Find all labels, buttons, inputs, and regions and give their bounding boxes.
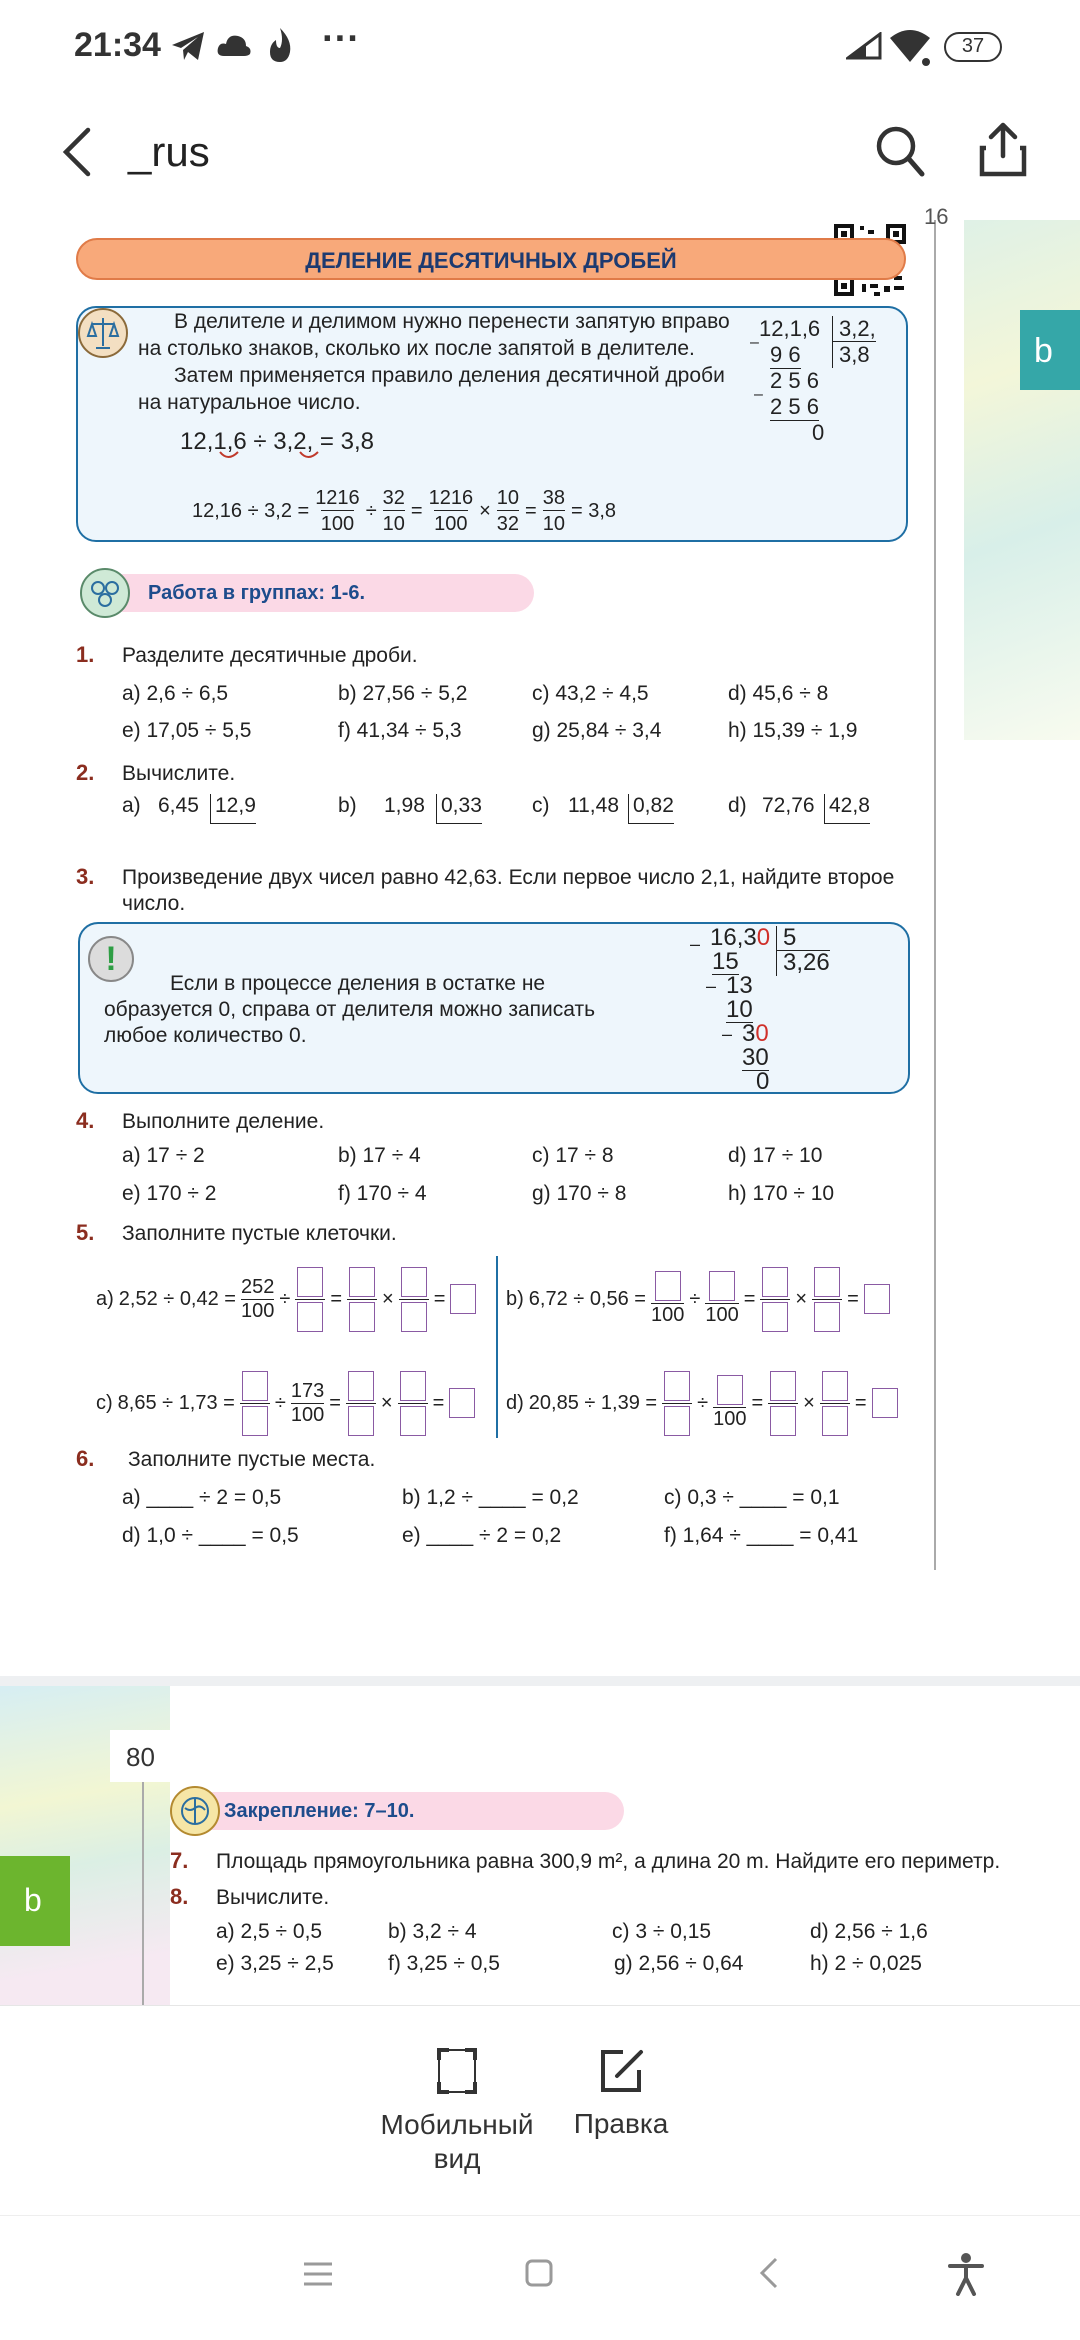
task-item: c) 43,2 ÷ 4,5	[532, 682, 649, 705]
edit-label: Правка	[573, 2108, 669, 2139]
numerator: 173	[290, 1379, 325, 1402]
letter-tile: b	[0, 1856, 70, 1946]
fill-row-b	[506, 1264, 890, 1334]
brain-icon	[170, 1786, 220, 1836]
note-line: любое количество 0.	[104, 1024, 307, 1047]
numerator: 1216	[315, 486, 360, 509]
task-text: число.	[122, 892, 186, 915]
denominator: 100	[650, 1304, 685, 1326]
minus-sign: –	[722, 1024, 733, 1044]
operator: ×	[382, 1287, 394, 1310]
mobile-view-label	[372, 2108, 542, 2176]
task-2-items	[122, 794, 922, 828]
task-text: Вычислите.	[216, 1886, 330, 1909]
task-number: 4.	[76, 1108, 95, 1133]
answer-box[interactable]	[450, 1284, 476, 1314]
dividend: 1,98	[384, 794, 425, 817]
blank-fraction[interactable]	[651, 1271, 684, 1327]
blank-fraction[interactable]	[662, 1371, 692, 1436]
label-line: вид	[433, 2143, 481, 2174]
remainder-step: 10	[726, 996, 753, 1023]
operator: ÷	[697, 1391, 709, 1414]
numerator: 252	[240, 1275, 275, 1298]
appended-zero: 0	[756, 924, 771, 951]
note-line: образуется 0, справа от делителя можно записать	[104, 998, 596, 1021]
decorative-strip	[964, 220, 1080, 740]
accessibility-icon[interactable]	[946, 2252, 986, 2296]
dividend: 11,48	[568, 794, 619, 817]
textbook-page-2	[0, 1686, 1080, 2006]
task-text: Разделите десятичные дроби.	[122, 644, 418, 667]
operator: =	[525, 499, 537, 522]
expression: 8,65 ÷ 1,73 =	[117, 1391, 235, 1414]
task-item: b) 17 ÷ 4	[338, 1144, 421, 1167]
dividend: 6,45	[158, 794, 199, 817]
expression: 2,52 ÷ 0,42 =	[118, 1287, 236, 1310]
operator: ÷	[365, 499, 377, 522]
answer-box[interactable]	[449, 1388, 475, 1418]
group-work-banner	[92, 574, 534, 612]
system-nav-bar	[0, 2215, 1080, 2340]
task-item: a) 2,5 ÷ 0,5	[216, 1920, 323, 1943]
operator: ÷	[279, 1287, 291, 1310]
app-bar	[0, 100, 1080, 220]
blank-fraction[interactable]	[768, 1371, 798, 1436]
minus-sign: –	[706, 976, 717, 996]
item-label: a)	[96, 1287, 114, 1310]
task-number: 8.	[170, 1884, 189, 1909]
numerator: 1216	[428, 486, 474, 509]
expression: 20,85 ÷ 1,39 =	[528, 1391, 658, 1414]
task-item: e) ____ ÷ 2 = 0,2	[402, 1524, 562, 1547]
section-title: ДЕЛЕНИЕ ДЕСЯТИЧНЫХ ДРОБЕЙ	[305, 248, 677, 273]
fraction	[543, 487, 565, 536]
task-item: a) 2,6 ÷ 6,5	[122, 682, 229, 705]
item-label: d)	[728, 794, 747, 817]
item-label: b)	[506, 1287, 524, 1310]
remainder-digit: 3	[742, 1020, 756, 1047]
letter-tile: b	[1020, 310, 1080, 390]
task-item: d) 2,56 ÷ 1,6	[810, 1920, 928, 1943]
blank-fraction[interactable]	[820, 1371, 850, 1436]
task-item: e) 17,05 ÷ 5,5	[122, 719, 252, 742]
blank-fraction[interactable]	[295, 1267, 325, 1332]
task-item: c) 0,3 ÷ ____ = 0,1	[664, 1486, 840, 1509]
operator: =	[854, 1391, 867, 1414]
status-bar	[0, 0, 1080, 100]
task-number: 3.	[76, 864, 95, 889]
task-item: h) 170 ÷ 10	[728, 1182, 835, 1205]
long-division-2	[690, 926, 890, 1094]
task-item: b) 3,2 ÷ 4	[388, 1920, 477, 1943]
operator: =	[330, 1287, 343, 1310]
blank-fraction[interactable]	[240, 1371, 270, 1436]
denominator: 100	[434, 510, 467, 536]
operator: ×	[803, 1391, 815, 1414]
task-text: Площадь прямоугольника равна 300,9 m², а длина 20 m. Найдите его периметр.	[216, 1850, 1001, 1873]
numerator: 32	[382, 486, 405, 509]
textbook-page	[0, 204, 1080, 1630]
menu-icon[interactable]	[302, 2260, 334, 2288]
blank-fraction[interactable]	[399, 1267, 429, 1332]
reinforce-banner	[172, 1792, 624, 1830]
mobile-view-button[interactable]	[372, 2046, 542, 2186]
long-division-1	[750, 316, 896, 486]
fill-row-c	[96, 1368, 475, 1438]
numerator: 10	[496, 486, 520, 509]
remainder-step: 2 5 6	[770, 394, 819, 419]
reinforce-label: Закрепление: 7–10.	[224, 1800, 415, 1822]
answer-box[interactable]	[864, 1284, 890, 1314]
task-number: 1.	[76, 642, 95, 667]
numerator: 38	[542, 486, 565, 509]
denominator: 100	[240, 1299, 275, 1322]
operator: ×	[479, 499, 491, 522]
operator: ÷	[274, 1391, 286, 1414]
fire-icon	[264, 26, 296, 64]
label-line: Мобильный	[380, 2109, 534, 2140]
comma-arrow-marks	[216, 446, 326, 462]
denominator: 100	[290, 1403, 325, 1426]
task-item: b) 27,56 ÷ 5,2	[338, 682, 468, 705]
task-item: d) 1,0 ÷ ____ = 0,5	[122, 1524, 299, 1547]
signal-icon	[846, 32, 882, 60]
back-icon[interactable]	[58, 126, 94, 178]
blank-fraction[interactable]	[713, 1375, 746, 1431]
divisor: 3,2,	[832, 316, 876, 342]
fraction	[315, 487, 360, 536]
remainder-step: 15	[712, 948, 739, 975]
divisor: 0,33	[436, 794, 482, 824]
task-number: 6.	[76, 1446, 95, 1471]
rule-line: на столько знаков, сколько их после запятой в делителе.	[138, 337, 695, 360]
page-number-box	[110, 1730, 192, 1782]
task-item: e) 3,25 ÷ 2,5	[216, 1952, 334, 1975]
battery-level: 37	[961, 35, 985, 57]
bottom-action-bar	[0, 2005, 1080, 2215]
dividend: 72,76	[762, 794, 815, 817]
remainder-step: 9 6	[770, 342, 801, 367]
denominator: 10	[543, 510, 565, 536]
minus-sign: –	[754, 386, 763, 403]
task-item: a) ____ ÷ 2 = 0,5	[122, 1486, 282, 1509]
item-label: c)	[532, 794, 550, 817]
section-heading	[76, 238, 906, 280]
edit-button[interactable]	[566, 2046, 676, 2146]
minus-sign: –	[750, 334, 759, 351]
task-item: d) 45,6 ÷ 8	[728, 682, 829, 705]
item-label: c)	[96, 1391, 113, 1414]
dividend: 12,1,6	[759, 316, 821, 341]
blank-fraction[interactable]	[346, 1371, 376, 1436]
status-time: 21:34	[74, 26, 161, 64]
task-text: Заполните пустые клеточки.	[122, 1222, 397, 1245]
fill-row-a	[96, 1264, 476, 1334]
task-item: g) 2,56 ÷ 0,64	[614, 1952, 744, 1975]
rule-line: Затем применяется правило деления десятичной дроби	[174, 364, 725, 387]
task-item: d) 17 ÷ 10	[728, 1144, 823, 1167]
task-text: Произведение двух чисел равно 42,63. Если первое число 2,1, найдите второе	[122, 866, 895, 889]
task-number: 5.	[76, 1220, 95, 1245]
operator: =	[751, 1391, 764, 1414]
telegram-icon	[170, 30, 206, 62]
minus-sign: –	[690, 934, 701, 954]
task-item: a) 17 ÷ 2	[122, 1144, 205, 1167]
scales-icon	[78, 308, 128, 358]
battery-indicator	[944, 32, 1002, 62]
back-nav-icon[interactable]	[756, 2256, 780, 2290]
quotient: 3,8	[832, 342, 870, 368]
search-icon[interactable]	[874, 124, 926, 180]
operator: =	[329, 1391, 341, 1414]
appended-zero: 0	[755, 1020, 769, 1047]
task-item: h) 2 ÷ 0,025	[810, 1952, 922, 1975]
mobile-view-icon	[435, 2046, 479, 2096]
fraction	[383, 487, 405, 536]
more-notifications-icon: ···	[322, 18, 360, 60]
remainder-step	[742, 1022, 769, 1046]
share-icon[interactable]	[978, 122, 1028, 178]
page-margin-line	[142, 1782, 144, 2006]
wifi-icon	[888, 28, 932, 68]
group-icon	[80, 568, 130, 618]
blank-fraction[interactable]	[760, 1267, 790, 1332]
blank-fraction[interactable]	[347, 1267, 377, 1332]
task-item: c) 17 ÷ 8	[532, 1144, 614, 1167]
operator: =	[410, 499, 423, 522]
rule-formula	[192, 482, 616, 540]
page-number: 80	[126, 1742, 155, 1772]
remainder-step: 0	[756, 1068, 770, 1095]
task-number: 2.	[76, 760, 95, 785]
task-item: g) 170 ÷ 8	[532, 1182, 627, 1205]
formula-lhs: 12,16 ÷ 3,2 =	[192, 499, 310, 522]
task-text: Выполните деление.	[122, 1110, 325, 1133]
divider	[496, 1256, 498, 1438]
page-margin-line	[934, 220, 936, 1570]
operator: ×	[380, 1391, 393, 1414]
remainder-step: 0	[812, 420, 825, 445]
formula-result: = 3,8	[570, 499, 617, 522]
divisor: 0,82	[628, 794, 674, 824]
item-label: a)	[122, 794, 141, 817]
cloud-icon	[216, 32, 252, 58]
fill-row-d	[506, 1368, 898, 1438]
divisor: 5	[776, 926, 796, 950]
remainder-step: 13	[726, 972, 753, 999]
edit-icon	[597, 2046, 645, 2096]
operator: =	[432, 1391, 445, 1414]
task-text: Заполните пустые места.	[128, 1448, 376, 1471]
denominator: 100	[713, 1408, 747, 1430]
task-number: 7.	[170, 1848, 189, 1873]
task-text: Вычислите.	[122, 762, 236, 785]
page-number-partial: 16	[924, 204, 949, 229]
operator: =	[743, 1287, 756, 1310]
document-title: _rus	[128, 128, 210, 175]
home-icon[interactable]	[524, 2258, 554, 2288]
denominator: 10	[383, 510, 405, 536]
expression: 6,72 ÷ 0,56 =	[528, 1287, 646, 1310]
task-item: h) 15,39 ÷ 1,9	[728, 719, 858, 742]
blank-fraction[interactable]	[398, 1371, 428, 1436]
operator: ÷	[689, 1287, 701, 1310]
page-separator	[0, 1676, 1080, 1686]
task-item: f) 170 ÷ 4	[338, 1182, 427, 1205]
remainder-step: 2 5 6	[770, 368, 819, 393]
rule-example: 12,1,6 ÷ 3,2, = 3,8	[180, 428, 374, 455]
rule-line: на натуральное число.	[138, 391, 361, 414]
task-item: f) 3,25 ÷ 0,5	[388, 1952, 500, 1975]
group-work-label: Работа в группах: 1-6.	[148, 582, 366, 604]
fraction	[497, 487, 519, 536]
task-item: g) 25,84 ÷ 3,4	[532, 719, 662, 742]
answer-box[interactable]	[872, 1388, 898, 1418]
dividend	[710, 926, 770, 950]
dividend-digits: 16,3	[710, 924, 757, 951]
operator: =	[847, 1287, 859, 1310]
task-item: c) 3 ÷ 0,15	[612, 1920, 712, 1943]
operator: =	[433, 1287, 446, 1310]
note-line: Если в процессе деления в остатке не	[170, 972, 546, 995]
rule-line: В делителе и делимом нужно перенести запятую вправо	[174, 310, 730, 333]
divisor: 12,9	[210, 794, 256, 824]
denominator: 32	[497, 510, 519, 536]
denominator: 100	[705, 1304, 739, 1326]
task-item: f) 41,34 ÷ 5,3	[338, 719, 462, 742]
quotient: 3,26	[776, 950, 830, 976]
operator: ×	[795, 1287, 808, 1310]
item-label: b)	[338, 794, 357, 817]
divisor: 42,8	[824, 794, 870, 824]
remainder-step: 30	[742, 1044, 769, 1071]
fraction	[429, 487, 474, 536]
denominator: 100	[321, 510, 354, 536]
task-item: e) 170 ÷ 2	[122, 1182, 217, 1205]
task-item: b) 1,2 ÷ ____ = 0,2	[402, 1486, 579, 1509]
fraction	[291, 1380, 324, 1427]
blank-fraction[interactable]	[812, 1267, 842, 1332]
fraction	[241, 1276, 274, 1323]
item-label: d)	[506, 1391, 524, 1414]
exclamation-icon: !	[88, 936, 134, 982]
task-item: f) 1,64 ÷ ____ = 0,41	[664, 1524, 859, 1547]
blank-fraction[interactable]	[705, 1271, 738, 1327]
